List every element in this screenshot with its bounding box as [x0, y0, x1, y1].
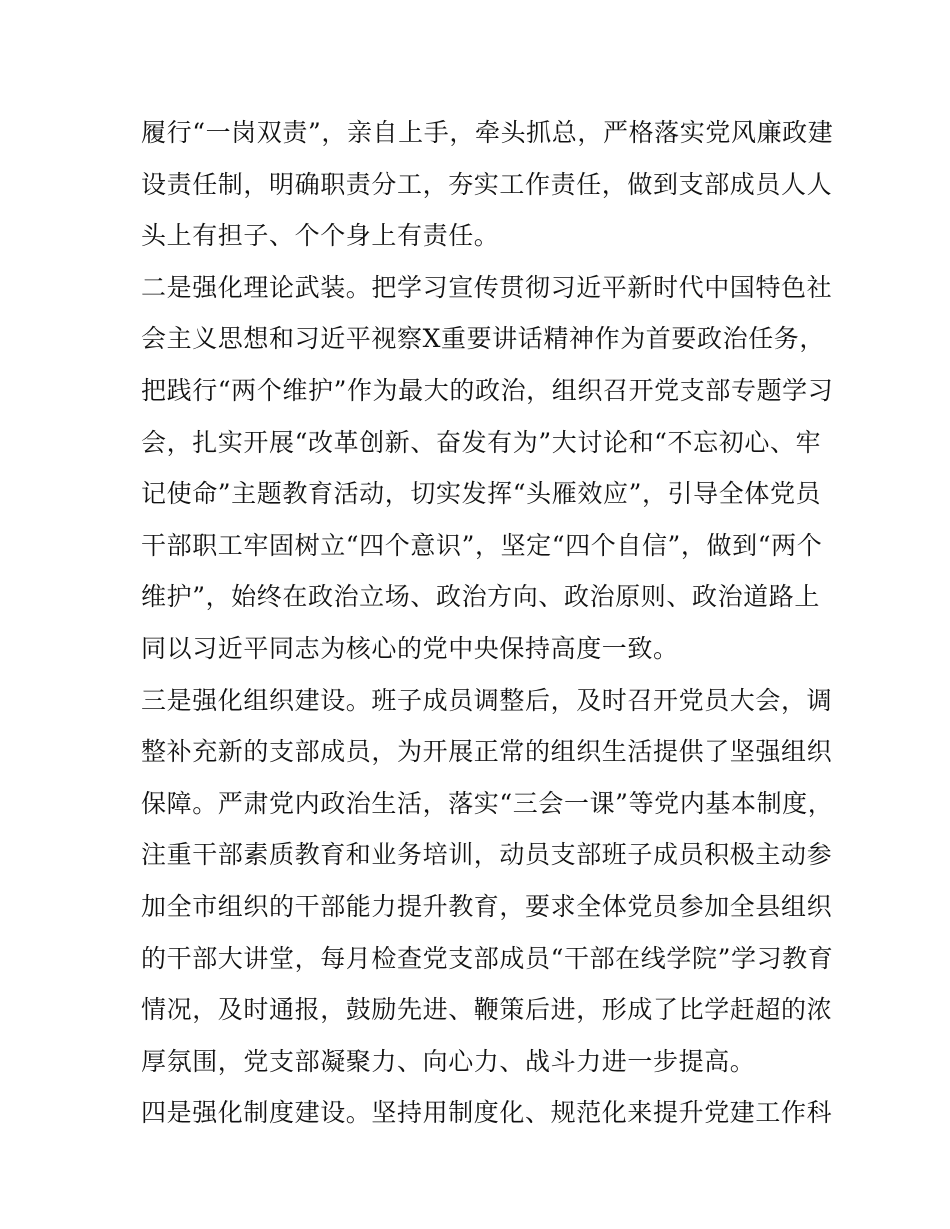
- text-line: 会，扎实开展“改革创新、奋发有为”大讨论和“不忘初心、牢: [141, 427, 822, 457]
- paragraph-theory: [141, 262, 834, 675]
- text-line: 四是强化制度建设。坚持用制度化、规范化来提升党建工作科: [141, 1098, 833, 1128]
- text-line: 厚氛围，党支部凝聚力、向心力、战斗力进一步提高。: [141, 1046, 756, 1076]
- text-line: 二是强化理论武装。把学习宣传贯彻习近平新时代中国特色社: [141, 272, 833, 302]
- paragraph-institution: [141, 1087, 833, 1139]
- text-line: 头上有担子、个个身上有责任。: [141, 221, 500, 251]
- text-line: 注重干部素质教育和业务培训，动员支部班子成员积极主动参: [141, 840, 833, 870]
- text-line: 同以习近平同志为核心的党中央保持高度一致。: [141, 633, 679, 663]
- text-line: 整补充新的支部成员，为开展正常的组织生活提供了坚强组织: [141, 737, 833, 767]
- text-line: 履行“一岗双责”，亲自上手，牵头抓总，严格落实党风廉政建: [141, 118, 834, 147]
- text-line: 的干部大讲堂，每月检查党支部成员“干部在线学院”学习教育: [141, 943, 834, 973]
- paragraph-organization: [141, 675, 834, 1088]
- text-line: 情况，及时通报，鼓励先进、鞭策后进，形成了比学赶超的浓: [141, 995, 833, 1025]
- text-line: 干部职工牢固树立“四个意识”，坚定“四个自信”，做到“两个: [141, 530, 823, 560]
- text-line: 记使命”主题教育活动，切实发挥“头雁效应”，引导全体党员: [141, 479, 822, 509]
- paragraph-responsibility: [141, 107, 834, 262]
- text-line: 保障。严肃党内政治生活，落实“三会一课”等党内基本制度，: [141, 788, 834, 818]
- text-line: 加全市组织的干部能力提升教育，要求全体党员参加全县组织: [141, 891, 833, 921]
- text-line: 把践行“两个维护”作为最大的政治，组织召开党支部专题学习: [141, 375, 834, 405]
- text-line: 设责任制，明确职责分工，夯实工作责任，做到支部成员人人: [141, 169, 833, 199]
- text-line: 会主义思想和习近平视察X重要讲话精神作为首要政治任务，: [141, 324, 825, 354]
- document-body: [141, 107, 834, 1139]
- text-line: 三是强化组织建设。班子成员调整后，及时召开党员大会，调: [141, 685, 833, 715]
- text-line: 维护”，始终在政治立场、政治方向、政治原则、政治道路上: [141, 582, 820, 612]
